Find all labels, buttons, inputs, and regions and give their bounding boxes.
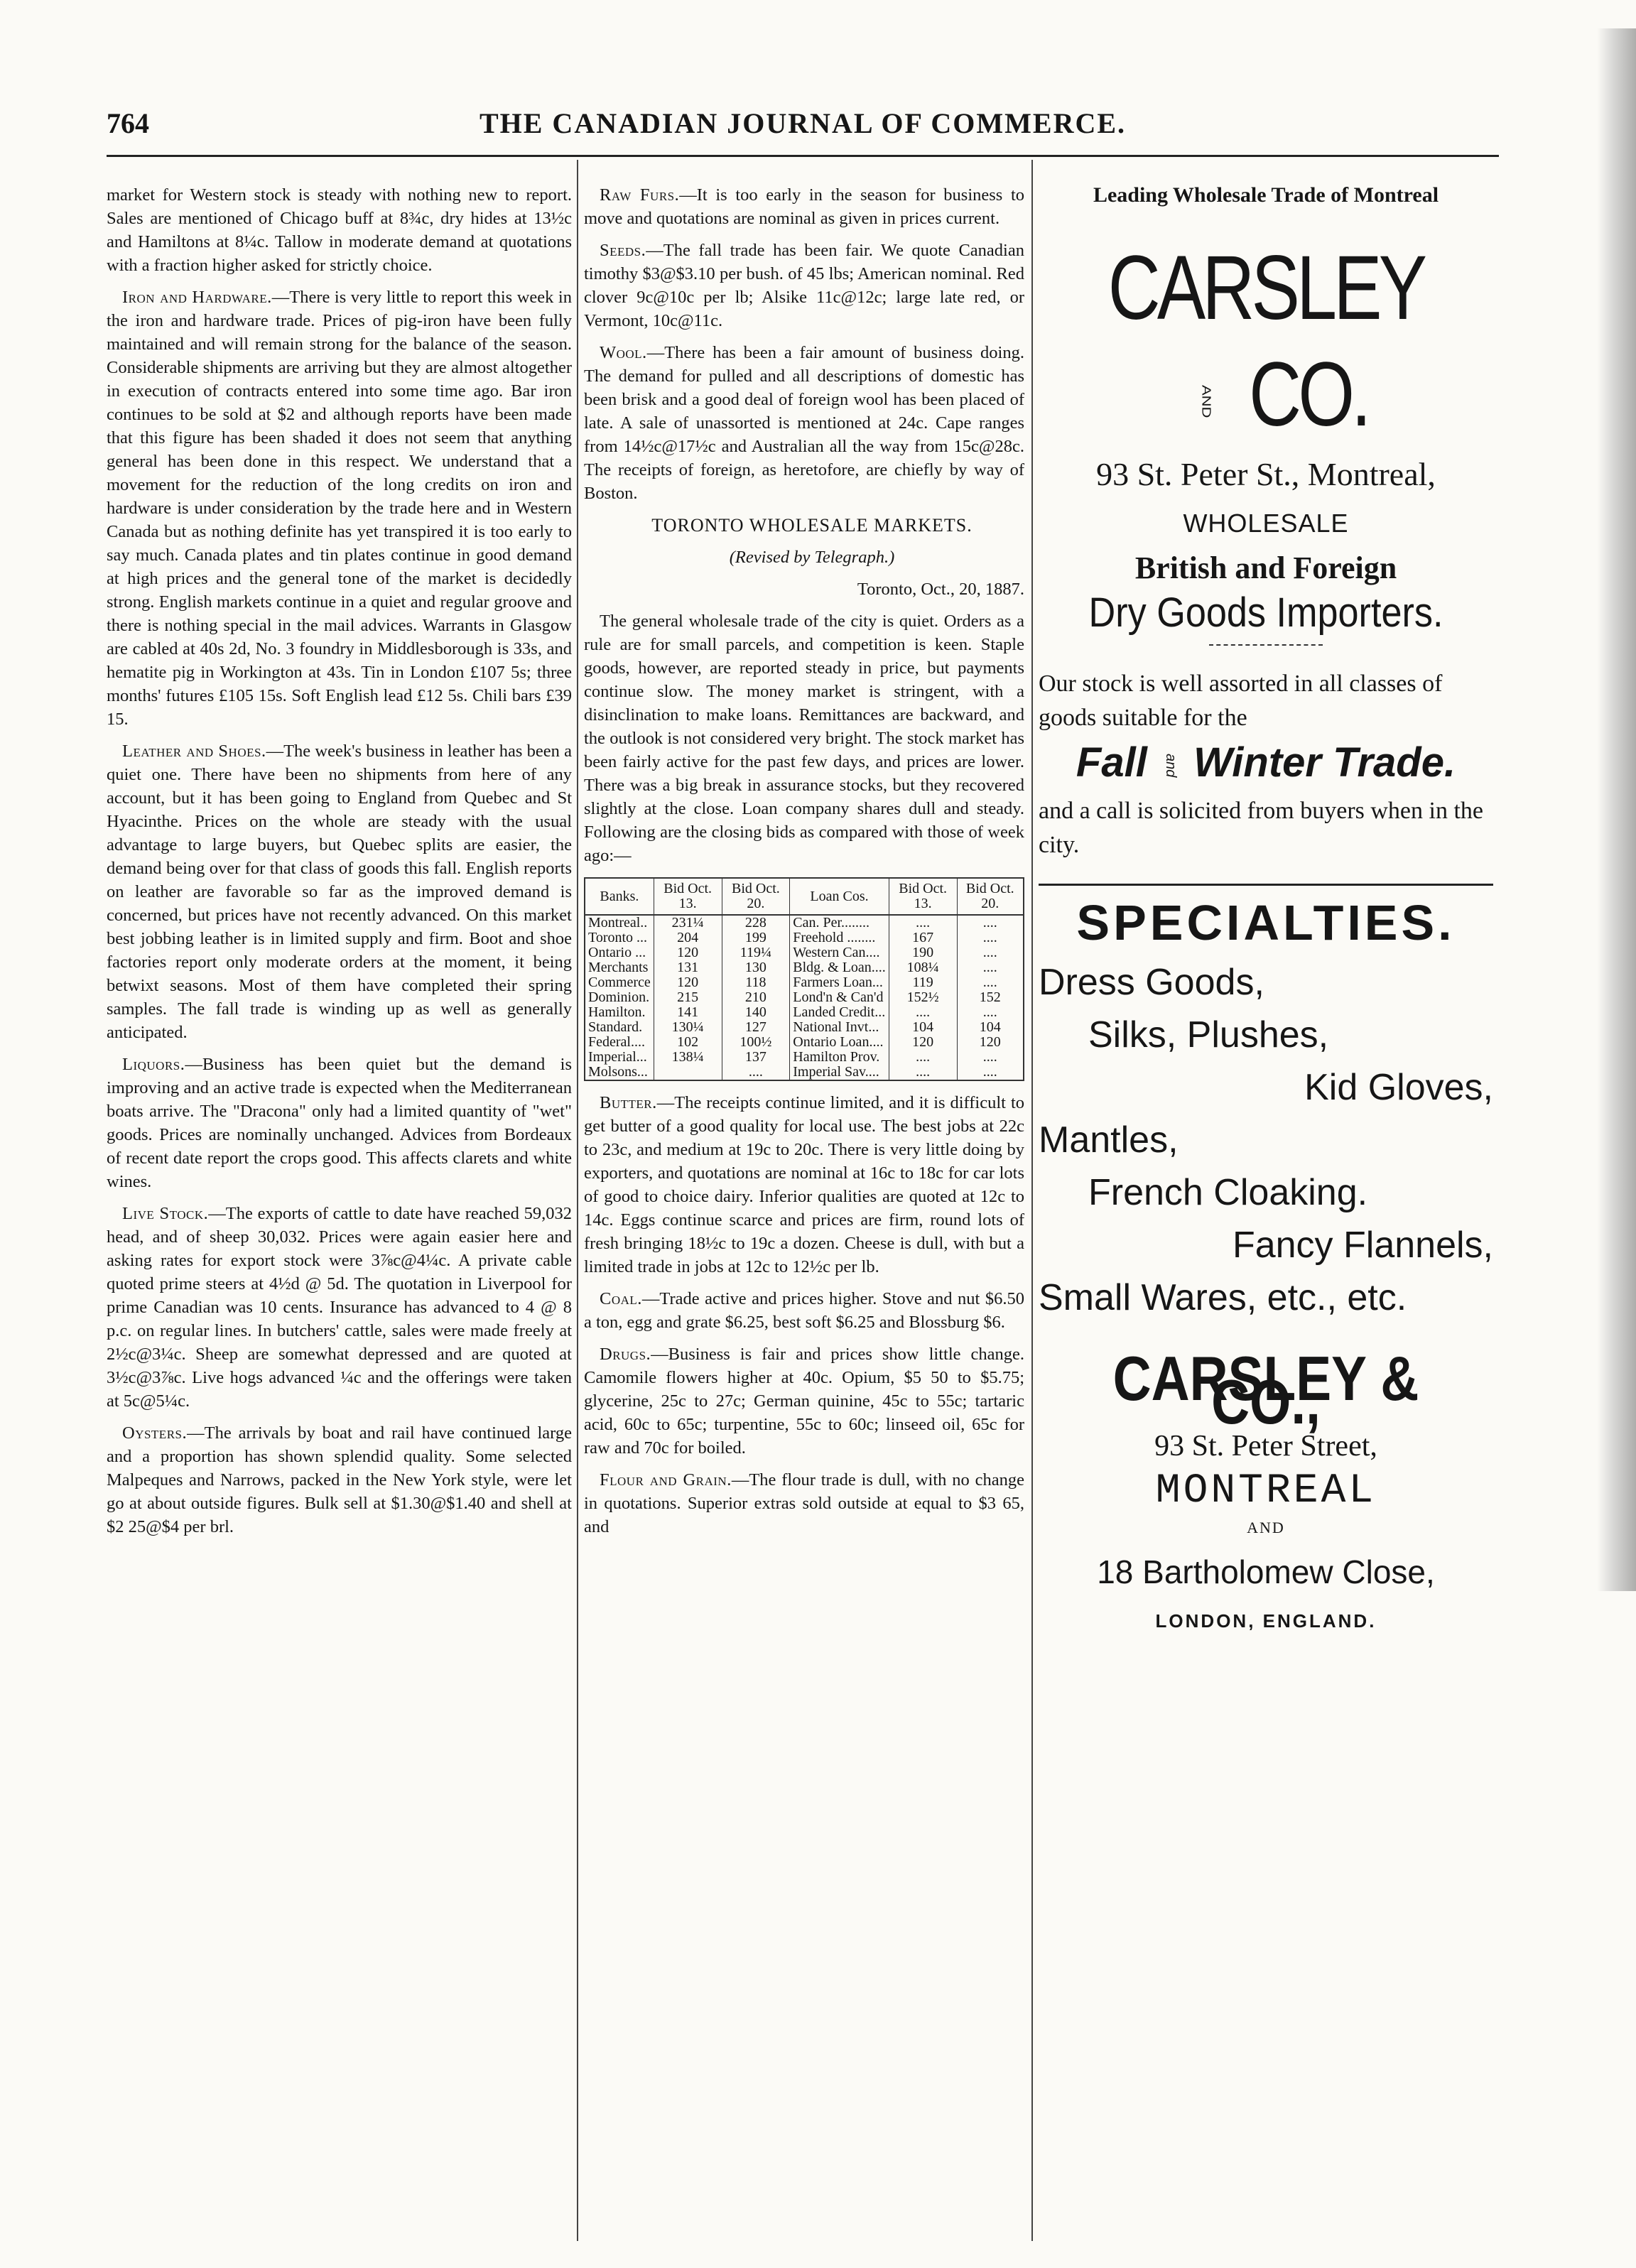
table-cell: 102 — [654, 1035, 722, 1050]
ad-bartholomew-close: 18 Bartholomew Close, — [1097, 1553, 1435, 1591]
table-cell: Western Can.... — [790, 945, 889, 960]
table-cell: 199 — [722, 930, 790, 945]
table-header: Loan Cos. — [790, 878, 889, 915]
bank-bids-table — [584, 877, 1024, 1081]
table-cell: .... — [982, 960, 997, 975]
table-cell: .... — [982, 975, 997, 990]
column-divider-1 — [577, 160, 578, 2241]
table-cell: 119 — [889, 975, 957, 990]
fall-word: Fall — [1076, 739, 1147, 786]
table-cell: Ontario Loan.... — [790, 1035, 889, 1050]
table-cell: 137 — [722, 1050, 790, 1065]
table-cell: Imperial Sav.... — [790, 1065, 889, 1080]
article-wool — [584, 341, 1024, 505]
ad-specialties: SPECIALTIES. — [1076, 895, 1456, 951]
toronto-markets-subtitle: (Revised by Telegraph.) — [729, 548, 895, 567]
ad-montreal: MONTREAL — [1155, 1468, 1377, 1515]
table-cell: 152½ — [889, 990, 957, 1005]
table-cell: Hamilton. — [585, 1005, 654, 1020]
ad-leading-line: Leading Wholesale Trade of Montreal — [1093, 183, 1439, 207]
article-text: —The fall trade has been fair. We quote Canadian timothy $3@$3.10 per bush. of 45 lbs; American nominal. Red clover 9c@10c per lb; Alsike 11c@12c; large late red, or Vermont, 10c@11c. — [584, 241, 1024, 330]
table-cell: Lond'n & Can'd — [790, 990, 889, 1005]
table-cell: 127 — [722, 1020, 790, 1035]
article-heading: Oysters. — [122, 1423, 188, 1443]
ad-british-foreign: British and Foreign — [1134, 550, 1397, 585]
toronto-dateline: Toronto, Oct., 20, 1887. — [857, 580, 1024, 599]
table-cell: Freehold ........ — [790, 930, 889, 945]
table-cell: .... — [982, 945, 997, 960]
article-drugs — [584, 1342, 1024, 1460]
table-row — [585, 915, 1024, 930]
ad-stock-text: Our stock is well assorted in all classes of goods suitable for the — [1039, 671, 1443, 731]
ad-wholesale: WHOLESALE — [1183, 509, 1349, 538]
ad-call-solicited: and a call is solicited from buyers when in the city. — [1039, 798, 1483, 859]
specialty-item: Silks, Plushes, — [1088, 1014, 1329, 1056]
article-text: —Trade active and prices higher. Stove and nut $6.50 a ton, egg and grate $6.25, best soft $6.25 and Blossburg $6. — [584, 1289, 1024, 1332]
specialty-item: French Cloaking. — [1088, 1172, 1368, 1214]
table-cell: .... — [982, 915, 997, 930]
ad-dry-goods-importers: Dry Goods Importers. — [1088, 590, 1443, 636]
table-cell: 120 — [889, 1035, 957, 1050]
table-cell — [654, 1065, 722, 1080]
table-cell: Bldg. & Loan.... — [790, 960, 889, 975]
table-cell: 140 — [722, 1005, 790, 1020]
table-cell: 190 — [889, 945, 957, 960]
table-cell: Toronto ... — [585, 930, 654, 945]
article-heading: Wool. — [600, 343, 647, 362]
table-row — [585, 1065, 1024, 1080]
article-heading: Live Stock. — [122, 1204, 209, 1223]
article-text: —It is too early in the season for business to move and quotations are nominal as given in prices current. — [584, 185, 1025, 228]
table-row — [585, 930, 1024, 945]
table-cell: .... — [889, 1005, 957, 1020]
article-heading: Raw Furs. — [600, 185, 680, 205]
article-flour-grain — [584, 1468, 1024, 1539]
article-text: —Business has been quiet but the demand is improving and an active trade is expected when the Mediterranean boats arrive. The "Dracona" only had a limited quantity of "wet" goods. Prices are nominally unchanged. Advices from Bordeaux of recent date report the crops good. This affects clarets and white wines. — [107, 1055, 572, 1191]
table-cell: Can. Per........ — [790, 915, 889, 930]
article-text: —Business is fair and prices show little change. Camomile flowers higher at 40c. Opium, $5 50 to $5.75; glycerine, 25c to 27c; German quinine, 45c to 55c; tartaric acid, 60c to 65c; turpentine, 55c to 60c; linseed oil, 65c for raw and 70c for boiled. — [584, 1345, 1024, 1458]
ad-company-name-2: CARSLEY & CO., — [1112, 1343, 1419, 1438]
company-name-left: CARSLEY — [1107, 237, 1424, 339]
article-leather-shoes — [107, 739, 572, 1044]
article-continued — [107, 183, 572, 277]
table-cell: Merchants — [585, 960, 654, 975]
page-binding-edge — [1597, 28, 1636, 1591]
table-row — [585, 1020, 1024, 1035]
table-cell: .... — [889, 1050, 957, 1065]
table-cell: 100½ — [722, 1035, 790, 1050]
column-2 — [584, 183, 1024, 1547]
specialty-item: Dress Goods, — [1039, 962, 1264, 1004]
article-heading: Coal. — [600, 1289, 642, 1308]
ad-company-name — [1084, 235, 1448, 448]
table-cell: 104 — [979, 1019, 1001, 1035]
article-heading: Flour and Grain. — [600, 1470, 732, 1490]
article-live-stock — [107, 1202, 572, 1413]
table-cell: Montreal.. — [585, 915, 654, 930]
table-header: Banks. — [585, 878, 654, 915]
article-heading: Seeds. — [600, 241, 646, 260]
table-header: Bid Oct. 13. — [654, 878, 722, 915]
table-cell: Molsons... — [585, 1065, 654, 1080]
table-header: Bid Oct. 20. — [722, 878, 790, 915]
article-text: —The week's business in leather has been a quiet one. There have been no shipments from here of any account, but it has been going to England from Quebec and St Hyacinthe. Prices on the whole are steady with the usual advantage to large buyers, but Quebec splits are easier, the demand being over for that class of goods this fall. English reports on leather are favorable so far as the improved demand is concerned, but prices have not recently advanced. On this market best jobbing leather is in limited supply and firm. Boot and shoe factories report only moderate orders at the moment, it being betwixt seasons. Most of them have completed their spring samples. The fall trade is winding up as well as generally anticipated. — [107, 742, 572, 1042]
ad-address-montreal: 93 St. Peter St., Montreal, — [1096, 456, 1436, 492]
table-cell: 130 — [722, 960, 790, 975]
table-cell: 152 — [979, 989, 1001, 1005]
ad-rule — [1039, 884, 1493, 886]
table-cell: 204 — [654, 930, 722, 945]
article-seeds — [584, 239, 1024, 332]
table-cell: .... — [889, 915, 957, 930]
company-name-and: AND — [1199, 384, 1214, 418]
table-cell: Ontario ... — [585, 945, 654, 960]
page-number: 764 — [107, 107, 149, 139]
article-oysters — [107, 1421, 572, 1539]
column-1 — [107, 183, 572, 1547]
fall-and-word: and — [1162, 753, 1179, 778]
table-cell: 131 — [654, 960, 722, 975]
table-cell: 108¼ — [889, 960, 957, 975]
table-cell: 120 — [654, 945, 722, 960]
table-row — [585, 975, 1024, 990]
article-text: —The flour trade is dull, with no change in quotations. Superior extras sold outside at equal to $3 65, and — [584, 1470, 1024, 1536]
header-rule — [107, 155, 1499, 157]
carsley-advertisement — [1039, 183, 1493, 1633]
journal-title: THE CANADIAN JOURNAL OF COMMERCE. — [479, 107, 1127, 139]
table-cell: National Invt... — [790, 1020, 889, 1035]
article-raw-furs — [584, 183, 1024, 230]
table-cell: .... — [982, 930, 997, 945]
table-cell: Farmers Loan... — [790, 975, 889, 990]
article-liquors — [107, 1053, 572, 1193]
table-header: Bid Oct. 13. — [889, 878, 957, 915]
article-text: market for Western stock is steady with nothing new to report. Sales are mentioned of Chicago buff at 8¾c, dry hides at 13½c and Hamiltons at 8¼c. Tallow in moderate demand at quotations with a fraction higher asked for strictly choice. — [107, 185, 572, 275]
specialty-item: Small Wares, etc., etc. — [1039, 1277, 1407, 1319]
table-cell: 228 — [722, 915, 790, 930]
article-text: —The exports of cattle to date have reached 59,032 head, and of sheep 30,032. Prices were again easier here and asking rates for export stock were 3⅞c@4¼c. A private cable quoted prime steers at 4½d @ 5d. The quotation in Liverpool for prime Canadian was 10 cents. Insurance has advanced to 4 @ 8 p.c. on regular lines. In butchers' cattle, sales were made freely at 2½c@3¼c. Sheep are somewhat depressed and are quoted at 3½c@3⅞c. Live hogs advanced ¼c and the offerings were taken at 5c@5¼c. — [107, 1204, 572, 1411]
table-row — [585, 1050, 1024, 1065]
table-row — [585, 990, 1024, 1005]
table-cell: 118 — [722, 975, 790, 990]
article-text: —There has been a fair amount of business doing. The demand for pulled and all descriptions of domestic has been brisk and a good deal of foreign wool has been placed of late. A sale of unassorted is mentioned at 24c. Cape ranges from 14½c@17½c and Australian all the way from 15c@28c. The receipts of foreign, as heretofore, are chiefly by way of Boston. — [584, 343, 1024, 503]
table-cell: Imperial... — [585, 1050, 654, 1065]
specialty-item: Mantles, — [1039, 1119, 1179, 1161]
table-cell: .... — [722, 1065, 790, 1080]
company-name-right: CO. — [1249, 344, 1368, 445]
table-cell: .... — [982, 1064, 997, 1080]
table-cell: 120 — [979, 1034, 1001, 1050]
ad-london-england: LONDON, ENGLAND. — [1155, 1610, 1377, 1632]
table-cell: Standard. — [585, 1020, 654, 1035]
article-text: —The arrivals by boat and rail have continued large and a proportion has shown splendid quality. Some selected Malpeques and Narrows, packed in the New York style, were let go at about outside figures. Bulk sell at $1.30@$1.40 and shell at $2 25@$4 per brl. — [107, 1423, 572, 1536]
specialty-item: Kid Gloves, — [1304, 1067, 1493, 1109]
article-iron-hardware — [107, 286, 572, 731]
table-cell: 210 — [722, 990, 790, 1005]
article-heading: Butter. — [600, 1093, 657, 1112]
table-cell: .... — [889, 1065, 957, 1080]
ad-address-street: 93 St. Peter Street, — [1154, 1430, 1377, 1463]
table-cell: Landed Credit... — [790, 1005, 889, 1020]
ornament-divider — [1209, 644, 1323, 646]
table-row — [585, 960, 1024, 975]
table-cell: .... — [982, 1049, 997, 1065]
table-cell: 167 — [889, 930, 957, 945]
table-cell: Dominion. — [585, 990, 654, 1005]
article-text: —The receipts continue limited, and it is difficult to get butter of a good quality for local use. The best jobs at 22c to 23c, and medium at 19c to 20c. There is very little doing by exporters, and quotations are nominal at 16c to 18c for car lots of good to choice dairy. Inferior qualities are quoted at 12c to 14c. Eggs continue scarce and prices are firm, round lots of fresh bringing 18½c to 19c a dozen. Cheese is dull, with but a limited trade in jobs at 12c to 12½c per lb. — [584, 1093, 1024, 1276]
ad-fall-winter-trade — [1039, 739, 1493, 786]
table-cell: 138¼ — [654, 1050, 722, 1065]
table-cell: Federal.... — [585, 1035, 654, 1050]
article-coal — [584, 1287, 1024, 1334]
table-cell: 130¼ — [654, 1020, 722, 1035]
table-row — [585, 1005, 1024, 1020]
table-row — [585, 1035, 1024, 1050]
table-cell: 119¼ — [722, 945, 790, 960]
table-cell: 141 — [654, 1005, 722, 1020]
article-text: —There is very little to report this week in the iron and hardware trade. Prices of pig-iron have been fully maintained and will remain strong for the balance of the season. Considerable shipments are arriving but they are almost altogether in execution of contracts entered into some time ago. Bar iron continues to be sold at $2 and although reports have been made that this figure has been shaded it does not seem that anything general has been done in this respect. We understand that a movement for the reduction of the long credits on iron and hardware is under consideration by the trade here and in Western Canada but as nothing definite has yet transpired it is too early to say much. Canada plates and tin plates continue in good demand at high prices and the general tone of the market is decidedly strong. English markets continue in a quiet and regular groove and there is nothing special in the mail advices. Warrants in Glasgow are cabled at 40s 2d, No. 3 foundry in Middlesborough is 33s, and hematite pig in Workington at 43s. Tin in London £107 5s; three months' futures £105 15s. Soft English lead £12 5s. Chili bars £39 15. — [107, 288, 572, 729]
table-cell: Commerce — [585, 975, 654, 990]
winter-trade-words: Winter Trade. — [1193, 739, 1456, 786]
article-heading: Iron and Hardware. — [122, 288, 272, 307]
article-heading: Drugs. — [600, 1345, 651, 1364]
table-cell: 120 — [654, 975, 722, 990]
table-header-row — [585, 878, 1024, 915]
table-cell: 231¼ — [654, 915, 722, 930]
article-heading: Leather and Shoes. — [122, 742, 266, 761]
specialty-item: Fancy Flannels, — [1232, 1225, 1493, 1266]
table-cell: 104 — [889, 1020, 957, 1035]
article-heading: Liquors. — [122, 1055, 185, 1074]
ad-and: AND — [1247, 1519, 1285, 1537]
table-row — [585, 945, 1024, 960]
article-butter — [584, 1091, 1024, 1279]
page-header — [107, 107, 1499, 149]
toronto-markets-title: TORONTO WHOLESALE MARKETS. — [651, 515, 973, 536]
table-cell: .... — [982, 1004, 997, 1020]
table-cell: 215 — [654, 990, 722, 1005]
toronto-intro: The general wholesale trade of the city is quiet. Orders as a rule are for small parcels, and competition is keen. Staple goods, however, are reported steady in price, but payments continue slow. The money market is stringent, with a disinclination to make loans. Remittances are backward, and the outlook is not considered very bright. The stock market has been fairly active for the past few days, and prices are lower. There was a big break in assurance stocks, but they recovered slightly at the close. Loan company shares dull and steady. Following are the closing bids as compared with those of week ago:— — [584, 612, 1024, 865]
column-divider-2 — [1031, 160, 1033, 2241]
table-header: Bid Oct. 20. — [957, 878, 1024, 915]
table-cell: Hamilton Prov. — [790, 1050, 889, 1065]
